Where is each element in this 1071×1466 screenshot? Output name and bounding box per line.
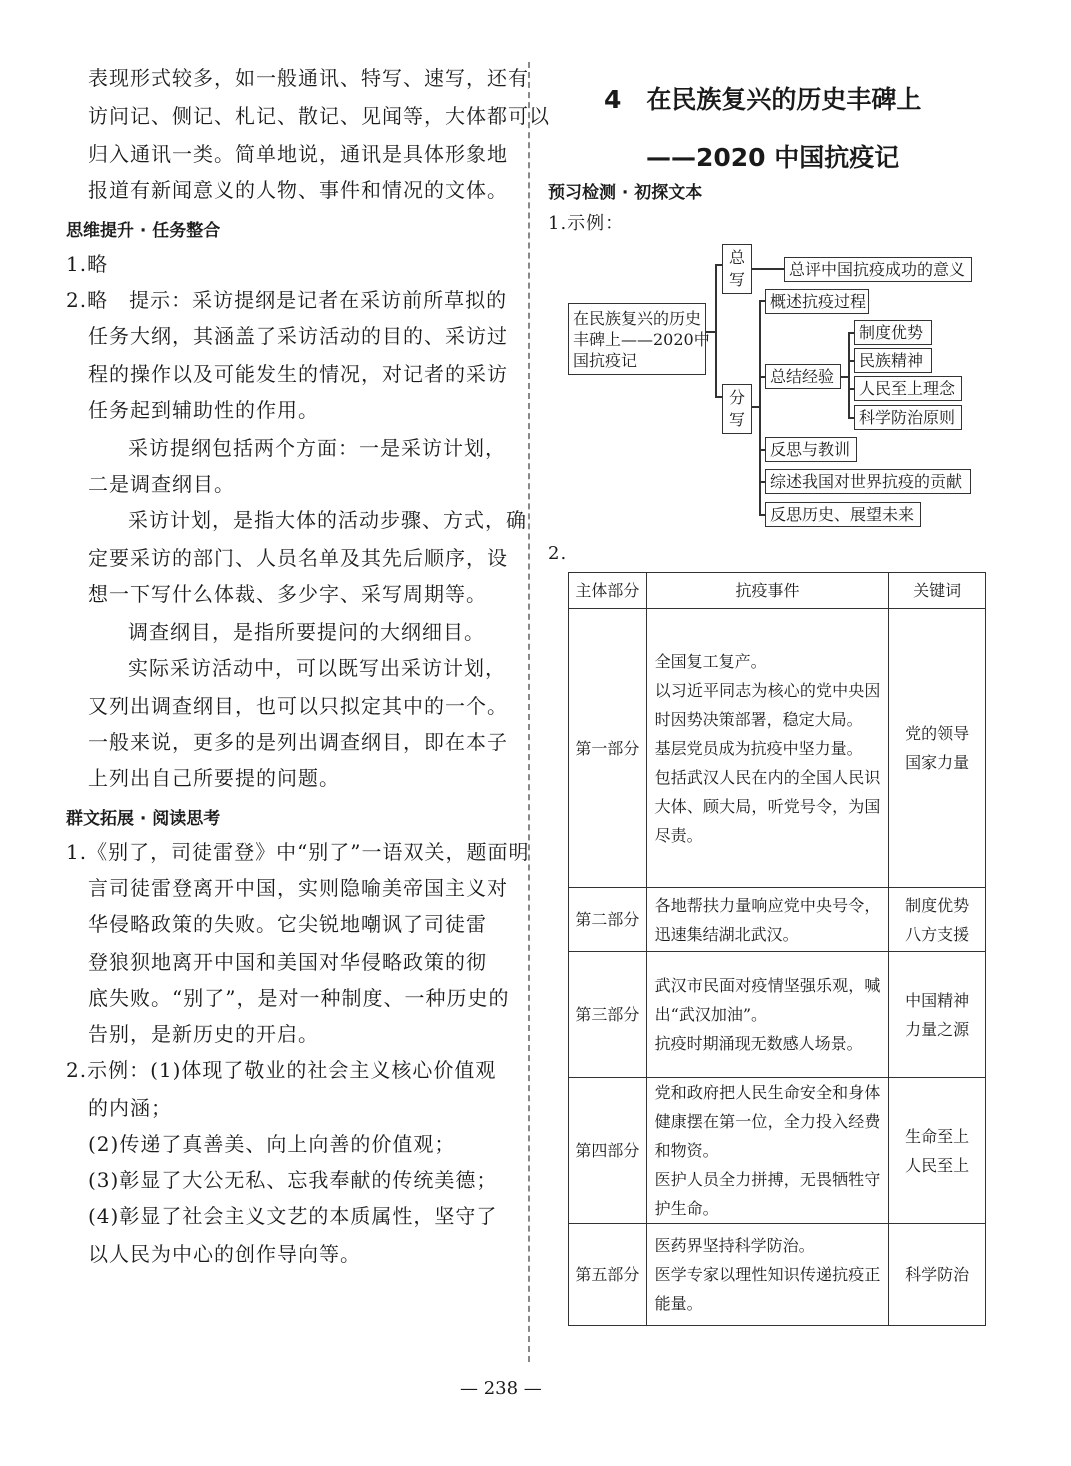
event-text: 党和政府把人民生命安全和身体健康摆在第一位，全力投入经费和物资。 <box>654 1083 881 1160</box>
question-2-label: 2. <box>548 543 568 564</box>
connector <box>848 332 850 417</box>
node-experience: 总结经验 <box>765 364 841 389</box>
connector <box>715 264 717 396</box>
text-line: 定要采访的部门、人员名单及其先后顺序，设 <box>88 546 508 570</box>
connector <box>752 268 784 270</box>
event-text: 武汉市民面对疫情坚强乐观，喊出“武汉加油”。 <box>654 976 881 1024</box>
node-char: 写 <box>728 410 745 429</box>
node-national-spirit: 民族精神 <box>854 348 932 373</box>
node-char: 分 <box>728 388 745 407</box>
keyword-cell <box>889 888 986 952</box>
keyword-text: 中国精神 <box>905 990 970 1010</box>
page-number: — 238 — <box>460 1378 542 1399</box>
keyword-cell <box>889 1224 986 1326</box>
text-line: 1.《别了，司徒雷登》中“别了”一语双关，题面明 <box>66 840 530 864</box>
events-cell <box>646 888 889 952</box>
table-row <box>569 1224 986 1326</box>
text-line: 报道有新闻意义的人物、事件和情况的文体。 <box>88 178 508 202</box>
node-reflection-lessons: 反思与教训 <box>765 437 857 462</box>
keyword-text: 党的领导 <box>905 724 970 743</box>
text-line: 二是调查纲目。 <box>88 472 235 496</box>
keyword-text: 国家力量 <box>905 753 970 772</box>
text-line: (4)彰显了社会主义文艺的本质属性，坚守了 <box>88 1204 498 1228</box>
mind-map-root <box>568 303 710 375</box>
text-line: 程的操作以及可能发生的情况，对记者的采访 <box>88 362 508 386</box>
event-text: 医护人员全力拼搏，无畏牺牲守护生命。 <box>654 1170 881 1218</box>
node-process-overview: 概述抗疫过程 <box>765 289 869 314</box>
text-line: (3)彰显了大公无私、忘我奉献的传统美德； <box>88 1168 498 1192</box>
part-cell: 第五部分 <box>569 1224 647 1326</box>
keyword-text: 力量之源 <box>905 1019 970 1039</box>
keyword-text: 生命至上 <box>905 1126 970 1146</box>
keyword-cell <box>889 1078 986 1224</box>
text-line: 一般来说，更多的是列出调查纲目，即在本子 <box>88 730 508 754</box>
text-line: 想一下写什么体裁、多少字、采写周期等。 <box>88 582 487 606</box>
text-line: 上列出自己所要提的问题。 <box>88 766 340 790</box>
header-cell: 关键词 <box>889 573 986 609</box>
chapter-title: 4 在民族复兴的历史丰碑上 <box>604 85 922 114</box>
event-text: 以习近平同志为核心的党中央因时因势决策部署，稳定大局。 <box>654 680 881 729</box>
table-row <box>569 609 986 888</box>
keyword-text: 科学防治 <box>905 1265 970 1284</box>
part-cell: 第三部分 <box>569 952 647 1078</box>
event-text: 全国复工复产。 <box>654 651 767 671</box>
table-row <box>569 1078 986 1224</box>
part-cell: 第四部分 <box>569 1078 647 1224</box>
node-overall-significance: 总评中国抗疫成功的意义 <box>784 257 972 282</box>
keyword-cell <box>889 609 986 888</box>
text-line: 言司徒雷登离开中国，实则隐喻美帝国主义对 <box>88 876 508 900</box>
root-text: 国抗疫记 <box>573 350 638 370</box>
text-line: 调查纲目，是指所要提问的大纲细目。 <box>128 620 485 644</box>
part-cell: 第一部分 <box>569 609 647 888</box>
text-line: 的内涵； <box>88 1096 172 1120</box>
event-text: 各地帮扶力量响应党中央号令，迅速集结湖北武汉。 <box>654 895 881 944</box>
events-cell <box>646 952 889 1078</box>
text-line: 实际采访活动中，可以既写出采访计划， <box>128 656 506 680</box>
text-line: 告别，是新历史的开启。 <box>88 1022 319 1046</box>
events-cell <box>646 1224 889 1326</box>
keyword-text: 八方支援 <box>905 924 970 944</box>
text-line: 2.示例：(1)体现了敬业的社会主义核心价值观 <box>66 1058 497 1082</box>
node-char: 写 <box>728 270 745 289</box>
text-line: 底失败。“别了”，是对一种制度、一种历史的 <box>88 986 510 1010</box>
event-text: 抗疫时期涌现无数感人场景。 <box>654 1034 863 1053</box>
header-cell: 主体部分 <box>569 573 647 609</box>
node-science-principle: 科学防治原则 <box>854 405 962 430</box>
text-line: 采访计划，是指大体的活动步骤、方式，确 <box>128 508 527 532</box>
text-line: 访问记、侧记、札记、散记、见闻等，大体都可以 <box>88 104 550 128</box>
node-fen-xie <box>722 384 752 434</box>
node-people-first: 人民至上理念 <box>854 376 962 401</box>
text-line: 以人民为中心的创作导向等。 <box>88 1242 361 1266</box>
text-line: 2.略 提示：采访提纲是记者在采访前所草拟的 <box>66 288 508 312</box>
table-row <box>569 888 986 952</box>
events-table <box>568 572 986 1326</box>
node-world-contribution: 综述我国对世界抗疫的贡献 <box>765 469 971 494</box>
text-line: 登狼狈地离开中国和美国对华侵略政策的彻 <box>88 950 487 974</box>
connector <box>715 264 722 266</box>
node-char: 总 <box>728 248 745 267</box>
section-heading-reading: 群文拓展 · 阅读思考 <box>66 809 221 829</box>
events-cell <box>646 609 889 888</box>
text-line: 归入通讯一类。简单地说，通讯是具体形象地 <box>88 142 508 166</box>
keyword-text: 人民至上 <box>905 1155 970 1175</box>
text-line: (2)传递了真善美、向上向善的价值观； <box>88 1132 456 1156</box>
header-cell: 抗疫事件 <box>646 573 889 609</box>
root-text: 在民族复兴的历史 <box>573 308 702 328</box>
event-text: 包括武汉人民在内的全国人民识大体、顾大局，听党号令，为国尽责。 <box>654 767 881 845</box>
event-text: 基层党员成为抗疫中坚力量。 <box>654 738 863 758</box>
root-text: 丰碑上——2020中 <box>573 329 710 349</box>
question-1-label: 1.示例： <box>548 213 625 234</box>
event-text: 医药界坚持科学防治。 <box>654 1236 815 1255</box>
text-line: 华侵略政策的失败。它尖锐地嘲讽了司徒雷 <box>88 912 487 936</box>
table-row <box>569 952 986 1078</box>
text-line: 任务起到辅助性的作用。 <box>88 398 319 422</box>
keyword-cell <box>889 952 986 1078</box>
node-zong-xie <box>722 244 752 294</box>
text-line: 采访提纲包括两个方面：一是采访计划， <box>128 436 506 460</box>
keyword-text: 制度优势 <box>905 895 970 915</box>
text-line: 任务大纲，其涵盖了采访活动的目的、采访过 <box>88 324 508 348</box>
event-text: 医学专家以理性知识传递抗疫正能量。 <box>654 1265 881 1313</box>
connector <box>715 396 722 398</box>
events-cell <box>646 1078 889 1224</box>
section-heading-thinking: 思维提升 · 任务整合 <box>66 221 221 241</box>
chapter-subtitle: ——2020 中国抗疫记 <box>646 143 900 172</box>
part-cell: 第二部分 <box>569 888 647 952</box>
node-history-future: 反思历史、展望未来 <box>765 502 921 527</box>
table-header-row <box>569 573 986 609</box>
text-line: 又列出调查纲目，也可以只拟定其中的一个。 <box>88 694 508 718</box>
node-system-advantage: 制度优势 <box>854 320 932 345</box>
section-heading-preview: 预习检测 · 初探文本 <box>548 183 703 203</box>
text-line: 1.略 <box>66 252 109 276</box>
column-divider <box>528 62 530 1362</box>
text-line: 表现形式较多，如一般通讯、特写、速写，还有 <box>88 66 529 90</box>
